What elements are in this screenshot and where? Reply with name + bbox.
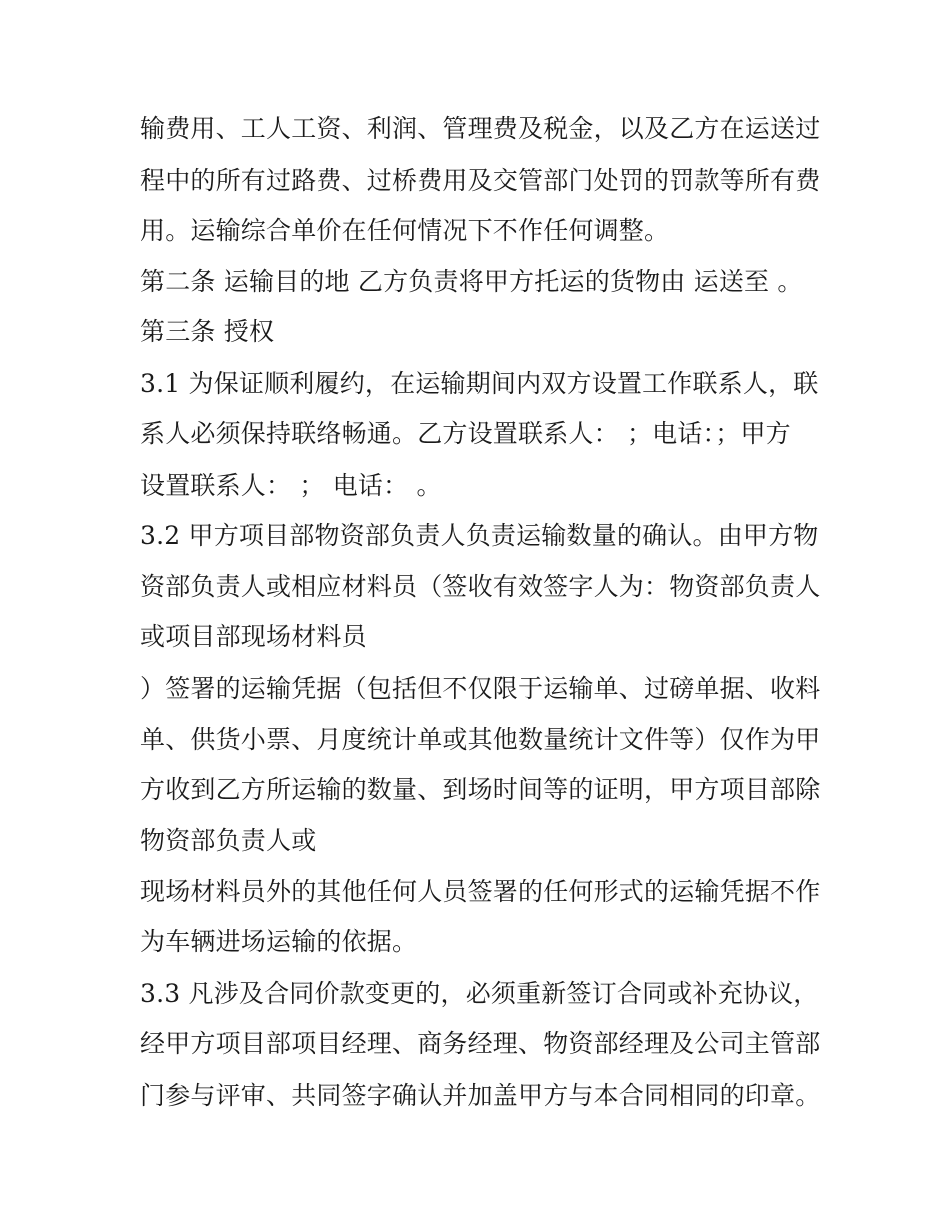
text-line: 资部负责人或相应材料员（签收有效签字人为：物资部负责人 (140, 572, 821, 601)
text-line: 系人必须保持联络畅通。乙方设置联系人： ；电话：；甲方 (140, 419, 791, 448)
text-line: ）签署的运输凭据（包括但不仅限于运输单、过磅单据、收料 (140, 674, 821, 703)
text-line: 为车辆进场运输的依据。 (140, 927, 418, 956)
clause-3-2-line: 3.2 甲方项目部物资部负责人负责运输数量的确认。由甲方物 (140, 521, 819, 550)
article-3-heading: 第三条 授权 (140, 317, 275, 346)
text-line: 单、供货小票、月度统计单或其他数量统计文件等）仅作为甲 (140, 725, 821, 754)
text-line: 或项目部现场材料员 (140, 622, 367, 651)
text-line: 现场材料员外的其他任何人员签署的任何形式的运输凭据不作 (140, 877, 821, 906)
text-line: 输费用、工人工资、利润、管理费及税金，以及乙方在运送过 (140, 114, 821, 143)
text-line: 用。运输综合单价在任何情况下不作任何调整。 (140, 216, 670, 245)
text-line: 设置联系人： ； 电话： 。 (140, 471, 442, 500)
clause-3-3-line: 3.3 凡涉及合同价款变更的，必须重新签订合同或补充协议， (140, 979, 819, 1008)
text-line: 门参与评审、共同签字确认并加盖甲方与本合同相同的印章。 (140, 1081, 821, 1110)
text-line: 经甲方项目部项目经理、商务经理、物资部经理及公司主管部 (140, 1029, 821, 1058)
clause-3-1-line: 3.1 为保证顺利履约，在运输期间内双方设置工作联系人，联 (140, 369, 819, 398)
text-line: 物资部负责人或 (140, 826, 317, 855)
text-line: 程中的所有过路费、过桥费用及交管部门处罚的罚款等所有费 (140, 166, 821, 195)
article-2-heading: 第二条 运输目的地 乙方负责将甲方托运的货物由 运送至 。 (140, 267, 803, 296)
text-line: 方收到乙方所运输的数量、到场时间等的证明，甲方项目部除 (140, 775, 821, 804)
